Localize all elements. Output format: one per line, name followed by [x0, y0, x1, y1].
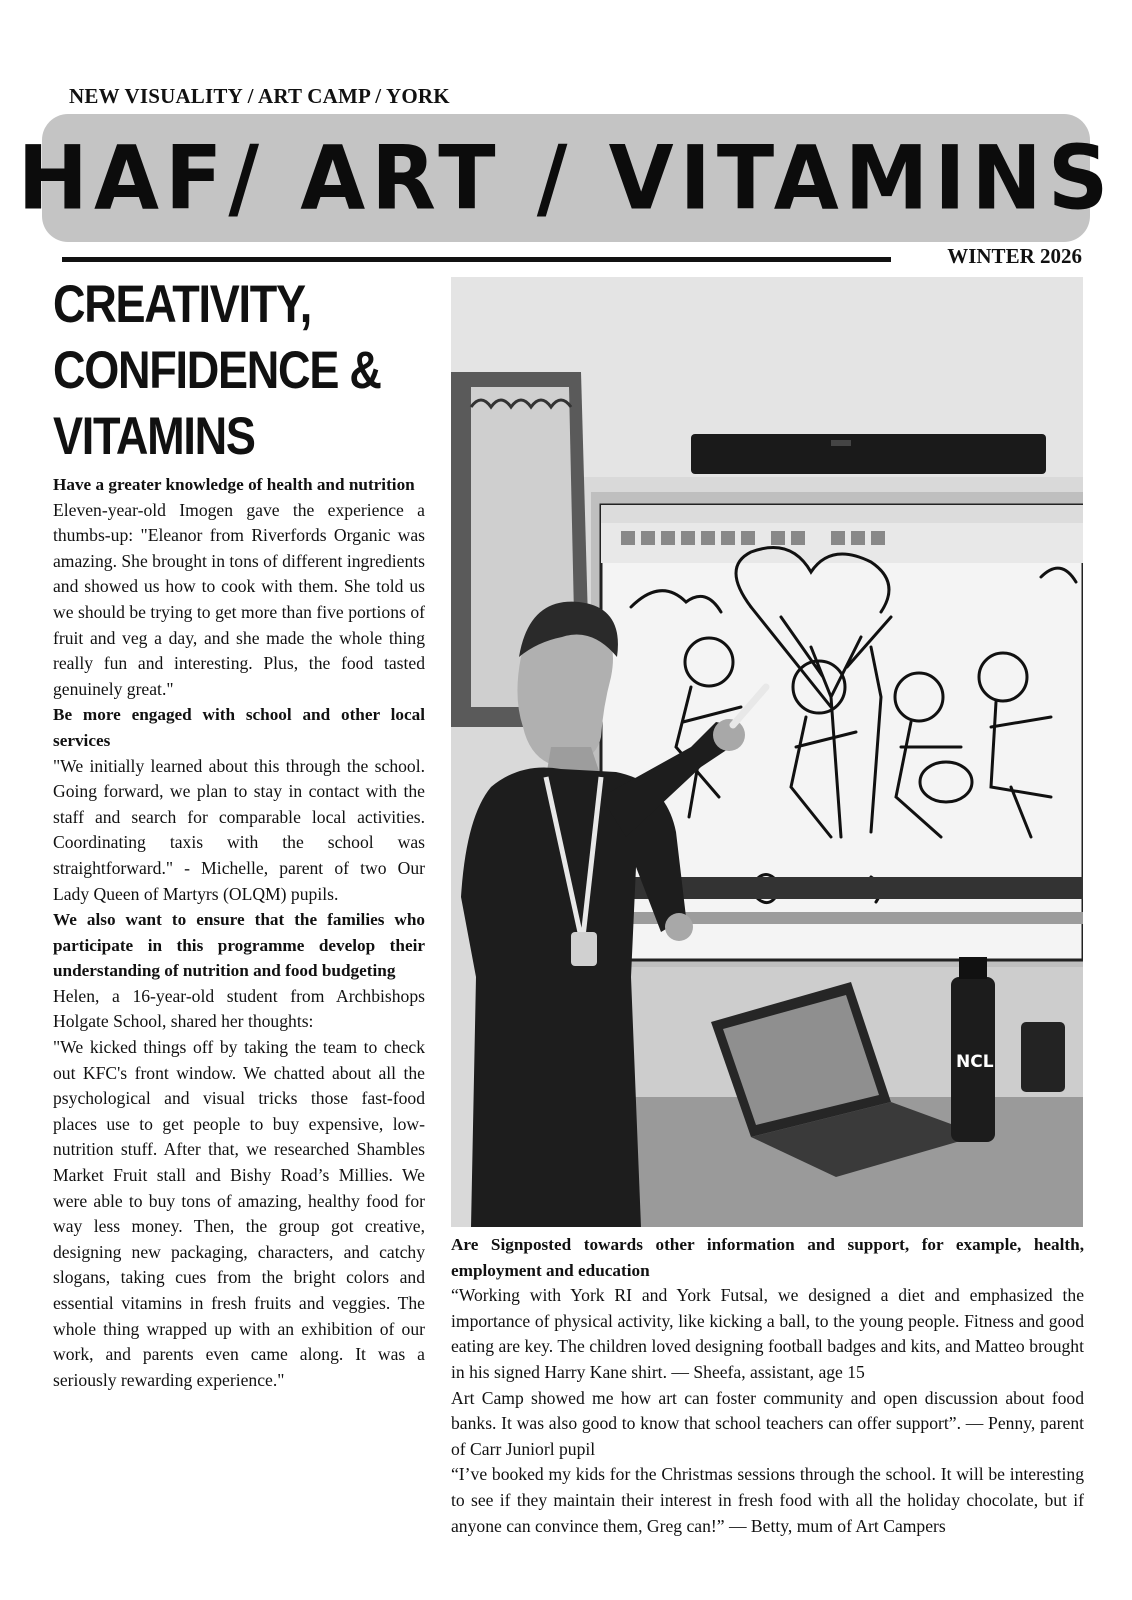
headline-line: CREATIVITY,: [53, 275, 311, 334]
subheading: We also want to ensure that the families who participate in this programme develop their understanding of nutrition and food budgeting: [53, 910, 425, 981]
masthead-banner: [17, 114, 1115, 242]
photo-illustration: [451, 277, 1083, 1227]
series-kicker: NEW VISUALITY / ART CAMP / YORK: [69, 84, 450, 108]
subheading: Are Signposted towards other information and support, for example, health, employment and education: [451, 1235, 1084, 1280]
article-photo: [451, 277, 1083, 1227]
headline-line: VITAMINS: [53, 407, 255, 466]
paragraph: Eleven-year-old Imogen gave the experience a thumbs-up: "Eleanor from Riverfords Organic was amazing. She brought in tons of different ingredients and showed us how to cook with them. She told us we should be trying to get more than five portions of fruit and veg a day, and she made the whole thing really fun and interesting. Plus, the food tasted genuinely great.": [53, 499, 425, 699]
paragraph: “I’ve booked my kids for the Christmas sessions through the school. It will be interesting to see if they maintain their interest in fresh food with all the holiday chocolate, but if anyone can convince them, Greg can!” — Betty, mum of Art Campers: [451, 1464, 1084, 1536]
subheading: Have a greater knowledge of health and nutrition: [53, 475, 415, 494]
left-column: [53, 272, 425, 1393]
paragraph: "We kicked things off by taking the team to check out KFC's front window. We chatted about all the psychological and visual tricks those fast-food places use to get people to buy expensive, low-nutrition stuff. After that, we researched Shambles Market Fruit stall and Bishy Road’s Millies. We were able to buy tons of amazing, healthy food for way less money. Then, the group got creative, designing new packaging, characters, and catchy slogans, taking cues from the bright colors and essential vitamins in fresh fruits and veggies. The whole thing wrapped up with an exhibition of our work, and parents even came along. It was a seriously rewarding experience.": [53, 1037, 425, 1390]
paragraph: "We initially learned about this through the school. Going forward, we plan to stay in contact with the staff and search for comparable local activities. Coordinating taxis with the school was straightforward." - Michelle, parent of two Our Lady Queen of Martyrs (OLQM) pupils.: [53, 755, 425, 904]
right-column: [451, 1232, 1084, 1539]
masthead-title: HAF/ ART / VITAMINS: [17, 126, 1115, 230]
paragraph: Art Camp showed me how art can foster community and open discussion about food banks. It was also good to know that school teachers can offer support”. — Penny, parent of Carr Juniorl pupil: [451, 1387, 1084, 1459]
headline: [53, 272, 427, 470]
header-rule: [62, 257, 891, 262]
issue-date: WINTER 2026: [947, 244, 1082, 268]
paragraph: “Working with York RI and York Futsal, we designed a diet and emphasized the importance of physical activity, like kicking a ball, to the young people. Fitness and good eating are key. The children loved designing football badges and kits, and Matteo brought in his signed Harry Kane shirt. — Sheefa, assistant, age 15: [451, 1285, 1084, 1382]
headline-line: CONFIDENCE &: [53, 341, 381, 400]
subheading: Be more engaged with school and other local services: [53, 705, 425, 750]
bottle-label: NCL: [956, 1052, 994, 1072]
paragraph: Helen, a 16-year-old student from Archbishops Holgate School, shared her thoughts:: [53, 985, 425, 1032]
